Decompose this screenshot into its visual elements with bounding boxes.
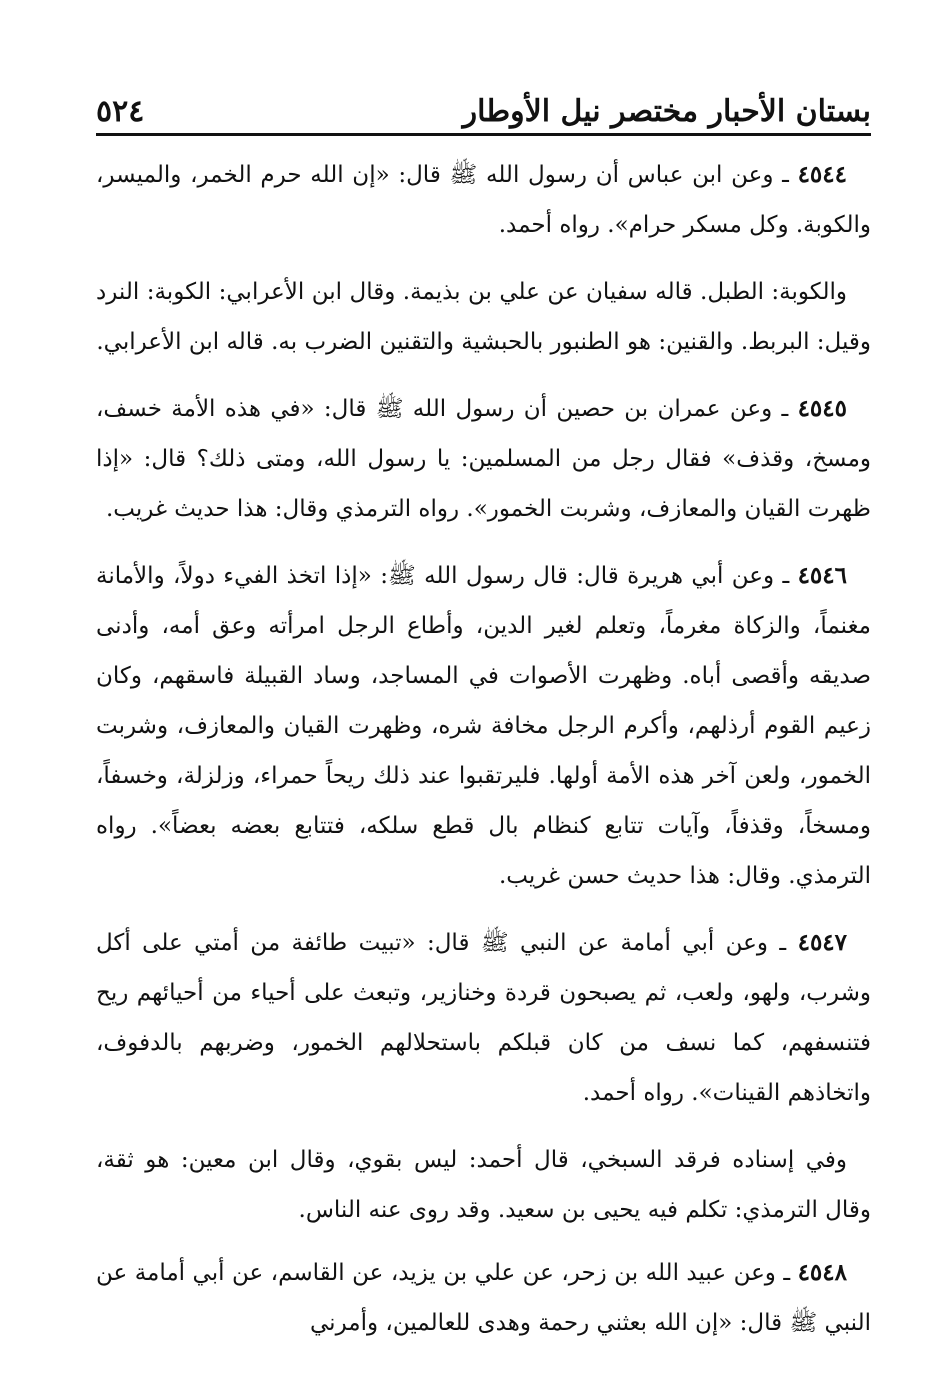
paragraph-text: ـ وعن عبيد الله بن زحر، عن علي بن يزيد، عن القاسم، عن أبي أمامة عن النبي ﷺ قال: «إن الله بعثني رحمة وهدى للعالمين، وأمرني: [96, 1260, 871, 1336]
paragraph-text: ـ وعن أبي أمامة عن النبي ﷺ قال: «تبيت طائفة من أمتي على أكل وشرب، ولهو، ولعب، ثم يصبحون قردة وخنازير، وتبعث على أحياء من أحيائهم ريح فتنسفهم، كما نسف من كان قبلكم باستحلالهم الخمور، وضربهم بالدفوف، واتخاذهم القينات». رواه أحمد.: [96, 930, 871, 1106]
paragraph-text: ـ وعن عمران بن حصين أن رسول الله ﷺ قال: «في هذه الأمة خسف، ومسخ، وقذف» فقال رجل من المسلمين: يا رسول الله، ومتى ذلك؟ قال: «إذا ظهرت القيان والمعازف، وشربت الخمور». رواه الترمذي وقال: هذا حديث غريب.: [96, 396, 871, 522]
page-body: [96, 150, 871, 1346]
hadith-paragraph: [96, 918, 871, 1118]
hadith-number: ٤٥٤٤: [797, 161, 847, 188]
hadith-paragraph: [96, 1248, 871, 1346]
page-header: [96, 80, 871, 136]
hadith-paragraph: [96, 150, 871, 250]
hadith-number: ٤٥٤٥: [797, 395, 847, 422]
hadith-paragraph: [96, 551, 871, 901]
paragraph-text: وفي إسناده فرقد السبخي، قال أحمد: ليس بقوي، وقال ابن معين: هو ثقة، وقال الترمذي: تكلم فيه يحيى بن سعيد. وقد روى عنه الناس.: [96, 1147, 871, 1223]
hadith-number: ٤٥٤٧: [797, 929, 848, 956]
paragraph-text: ـ وعن أبي هريرة قال: قال رسول الله ﷺ: «إذا اتخذ الفيء دولاً، والأمانة مغنماً، والزكاة مغرماً، وتعلم لغير الدين، وأطاع الرجل امرأته وعق أمه، وأدنى صديقه وأقصى أباه. وظهرت الأصوات في المساجد، وساد القبيلة فاسقهم، وكان زعيم القوم أرذلهم، وأكرم الرجل مخافة شره، وظهرت القيان والمعازف، وشربت الخمور، ولعن آخر هذه الأمة أولها. فليرتقبوا عند ذلك ريحاً حمراء، وزلزلة، وخسفاً، ومسخاً، وقذفاً، وآيات تتابع كنظام بال قطع سلكه، فتتابع بعضه بعضاً». رواه الترمذي. وقال: هذا حديث حسن غريب.: [96, 563, 871, 889]
commentary-paragraph: [96, 1135, 871, 1235]
page-number: ٥٢٤: [96, 94, 145, 129]
hadith-paragraph: [96, 384, 871, 534]
hadith-number: ٤٥٤٨: [797, 1259, 847, 1286]
running-title: بستان الأحبار مختصر نيل الأوطار: [462, 94, 871, 129]
hadith-number: ٤٥٤٦: [797, 562, 847, 589]
paragraph-text: ـ وعن ابن عباس أن رسول الله ﷺ قال: «إن الله حرم الخمر، والميسر، والكوبة. وكل مسكر حرام». رواه أحمد.: [96, 162, 871, 238]
paragraph-text: والكوبة: الطبل. قاله سفيان عن علي بن بذيمة. وقال ابن الأعرابي: الكوبة: النرد وقيل: البربط. والقنين: هو الطنبور بالحبشية والتقنين الضرب به. قاله ابن الأعرابي.: [96, 279, 871, 355]
commentary-paragraph: [96, 267, 871, 367]
